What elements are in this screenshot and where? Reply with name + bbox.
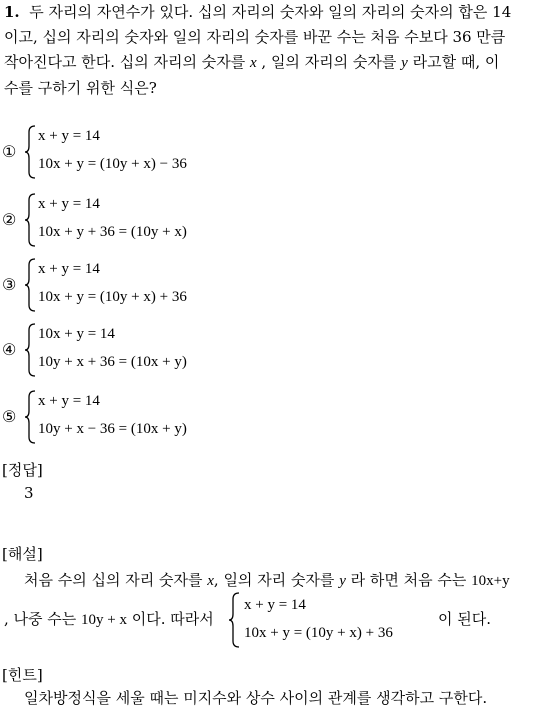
question-text [4, 0, 532, 101]
choice-number: ⑤ [2, 407, 17, 426]
answer-value: 3 [24, 484, 34, 502]
choice-eq-2: 10x + y + 36 = (10y + x) [38, 224, 187, 240]
explanation-line-1: 처음 수의 십의 자리 숫자를 x, 일의 자리 숫자를 y 라 하면 처음 수는 10x+y [24, 571, 510, 589]
choice-eq-2: 10x + y = (10y + x) + 36 [38, 289, 187, 305]
explanation-conclusion: 이 된다. [438, 610, 492, 628]
choice-eq-1: x + y = 14 [38, 393, 100, 409]
var-x: x [249, 55, 257, 71]
choice-2[interactable] [2, 192, 482, 248]
question-line-2: 이고, 십의 자리의 숫자와 일의 자리의 숫자를 바꾼 수는 처음 수보다 36 만큼 [4, 28, 506, 46]
choice-4[interactable] [2, 322, 482, 378]
choice-5[interactable] [2, 389, 482, 445]
var-y: y [401, 55, 408, 71]
choice-1[interactable] [2, 124, 482, 180]
choice-eq-1: 10x + y = 14 [38, 326, 115, 342]
answer-label: [정답] [2, 461, 43, 479]
choice-eq-1: x + y = 14 [38, 261, 100, 277]
explanation-eq-1: x + y = 14 [244, 597, 306, 613]
choice-3[interactable] [2, 257, 482, 313]
explanation-line-2: , 나중 수는 10y + x 이다. 따라서 x + y = 14 10x + y = (10y + x) + 36 이 된다. [4, 603, 532, 659]
brace-icon [24, 257, 36, 313]
choice-number: ④ [2, 340, 17, 359]
hint-label: [힌트] [2, 666, 43, 684]
question-line-3a: 작아진다고 한다. 십의 자리의 숫자를 [4, 53, 250, 71]
question-line-1: 두 자리의 자연수가 있다. 십의 자리의 숫자와 일의 자리의 숫자의 합은 14 [29, 3, 512, 21]
brace-icon [24, 124, 36, 180]
question-line-4: 수를 구하기 위한 식은? [4, 79, 157, 97]
brace-icon [24, 389, 36, 445]
choice-eq-2: 10x + y = (10y + x) − 36 [38, 156, 187, 172]
choice-number: ② [2, 210, 17, 229]
choice-eq-1: x + y = 14 [38, 128, 100, 144]
explanation-eq-2: 10x + y = (10y + x) + 36 [244, 625, 393, 641]
explanation-label: [해설] [2, 545, 43, 563]
hint-text: 일차방정식을 세울 때는 미지수와 상수 사이의 관계를 생각하고 구한다. [24, 689, 488, 707]
choice-number: ③ [2, 275, 17, 294]
choice-eq-1: x + y = 14 [38, 196, 100, 212]
question-number: 1. [4, 3, 20, 21]
question-line-3c: 라고할 때, 이 [407, 53, 500, 71]
choice-number: ① [2, 142, 17, 161]
brace-icon [228, 591, 240, 649]
choice-eq-2: 10y + x − 36 = (10x + y) [38, 421, 187, 437]
choice-eq-2: 10y + x + 36 = (10x + y) [38, 354, 187, 370]
brace-icon [24, 192, 36, 248]
brace-icon [24, 322, 36, 378]
question-line-3b: , 일의 자리의 숫자를 [256, 53, 402, 71]
